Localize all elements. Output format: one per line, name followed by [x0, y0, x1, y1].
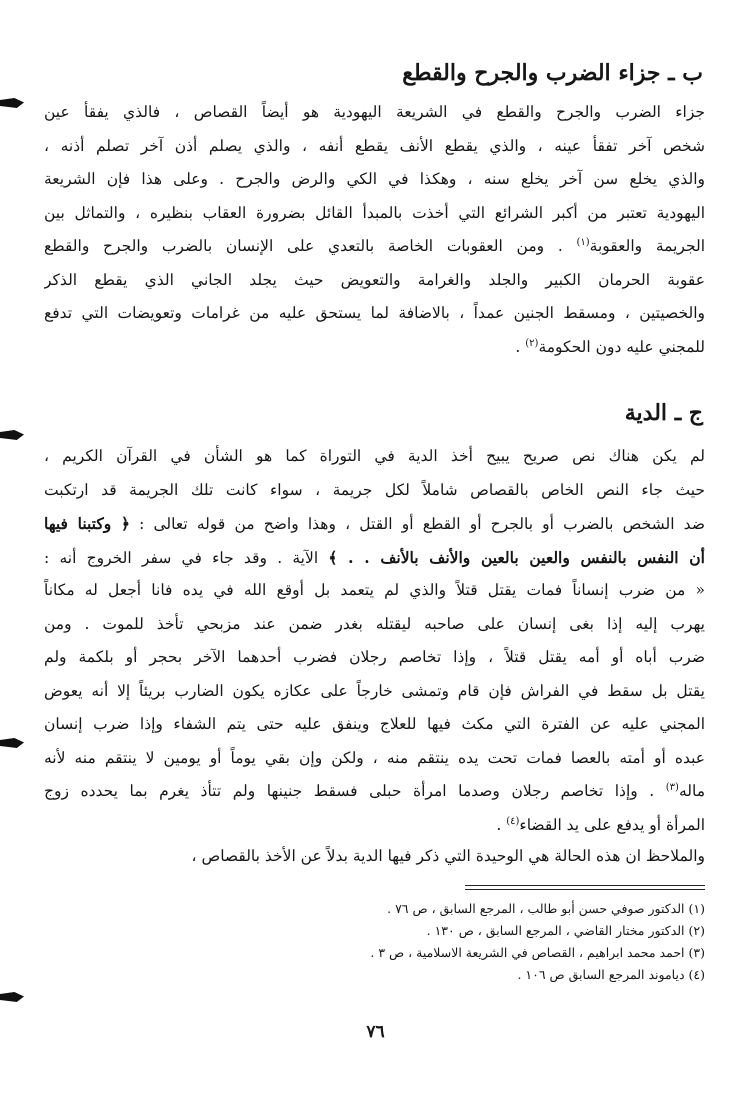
text-line: والذي يخلع سن آخر يخلع سنه ، وهكذا في الكي والرض والجرح . وعلى هذا فإن الشريعة: [44, 170, 705, 188]
margin-mark: [0, 430, 24, 440]
text-fragment: الجريمة والعقوبة: [589, 237, 705, 255]
text-line: [44, 331, 705, 365]
text-line: [44, 541, 705, 575]
footnote-separator: [465, 889, 705, 890]
text-line: جزاء الضرب والجرح والقطع في الشريعة اليهودية هو أيضاً القصاص ، فالذي يفقأ عين: [44, 103, 705, 121]
text-line: شخص آخر تفقأ عينه ، والذي يقطع الأنف يقطع أنفه ، والذي يصلم أذن آخر تصلم أذنه ،: [44, 136, 705, 155]
text-line: [44, 809, 705, 843]
section-b-paragraph: [44, 96, 705, 364]
section-heading-b: ب ـ جزاء الضرب والجرح والقطع: [402, 60, 703, 86]
text-fragment: .: [515, 337, 526, 356]
text-line: عبده أو أمته بالعصا فمات تحت يده ينتقم منه ، ولكن وإن بقي يوماً أو يومين لا ينتقم منه لأنه: [44, 748, 705, 767]
text-line: لم يكن هناك نص صريح يبيح أخذ الدية في التوراة كما هو الشأن في القرآن الكريم ،: [44, 447, 705, 465]
footnote-ref: (٢): [525, 337, 539, 349]
text-line: « من ضرب إنساناً فمات يقتل قتلاً والذي لم يتعمد بل أوقع الله في يده فانا أجعل له مكاناً: [44, 581, 705, 599]
text-line: اليهودية تعتبر من أكبر الشرائع التي أخذت بالمبدأ القائل بضرورة العقاب بنظيره ، والتماثل بين: [44, 203, 705, 222]
text-fragment: ماله: [678, 782, 705, 800]
footnote: (٢) الدكتور مختار القاضي ، المرجع السابق ، ص ١٣٠ .: [426, 923, 705, 938]
text-line: يقتل بل سقط في الفراش فإن قام وتمشى خارجاً على عكازه يكون الضارب بريئاً إلا أنه يعوض: [44, 681, 705, 700]
text-line: يهرب إليه إذا بغى إنسان على صاحبه ليقتله بغدر ضمن عند مزبحي تأخذ للموت . ومن: [44, 614, 705, 633]
quran-quote: أن النفس بالنفس والعين بالعين والأنف بالأنف . . ﴾: [328, 547, 705, 567]
closing-paragraph: [44, 840, 705, 874]
quran-quote: ﴿ وكتبنا فيها: [44, 514, 130, 533]
text-fragment: الآية . وقد جاء في سفر الخروج أنه :: [44, 548, 329, 567]
text-line: [44, 775, 705, 809]
footnote-ref: (٤): [506, 815, 520, 827]
section-heading-c: ج ـ الدية: [624, 400, 703, 426]
text-line: المجني عليه عن الفترة التي مكث فيها للعلاج وينفق عليه حتى يتم الشفاء وإذا ضرب إنسان: [44, 715, 705, 733]
footnote-ref: (١): [576, 236, 590, 248]
text-fragment: .: [496, 815, 507, 834]
text-line: ضرب أباه أو أمه يقتل قتلاً ، وإذا تخاصم رجلان فضرب أحدهما الآخر بحجر أو بلكمة ولم: [44, 648, 705, 666]
margin-mark: [0, 738, 24, 748]
text-fragment: المرأة أو يدفع على يد القضاء: [519, 815, 705, 834]
text-fragment: للمجني عليه دون الحكومة: [538, 337, 705, 356]
margin-mark: [0, 98, 24, 108]
footnotes: [145, 898, 705, 986]
text-fragment: . ومن العقوبات الخاصة بالتعدي على الإنسان بالضرب والجرح والقطع: [44, 237, 563, 255]
page-number: ٧٦: [366, 1022, 385, 1042]
footnote: (٣) احمد محمد ابراهيم ، القصاص في الشريعة الاسلامية ، ص ٣ .: [370, 945, 705, 960]
text-line: حيث جاء النص الخاص بالقصاص شاملاً لكل جريمة ، سواء كانت تلك الجريمة قد ارتكبت: [44, 480, 705, 499]
text-line: [44, 507, 705, 541]
text-line: والخصيتين ، ومسقط الجنين عمداً ، بالاضافة لما يستحق عليه من غرامات وتعويضات التي تدفع: [44, 304, 705, 322]
footnote: (٤) دياموند المرجع السابق ص ١٠٦ .: [517, 967, 705, 982]
text-line: عقوبة الحرمان الكبير والجلد والغرامة والتعويض حيث يجلد الجاني الذي يقطع الذكر: [44, 270, 705, 289]
section-c-paragraph: [44, 440, 705, 842]
footnote-ref: (٣): [665, 781, 679, 793]
text-line: [44, 230, 705, 264]
footnote: (١) الدكتور صوفي حسن أبو طالب ، المرجع السابق ، ص ٧٦ .: [387, 901, 705, 916]
text-fragment: ضد الشخص بالضرب أو بالجرح أو القطع أو القتل ، وهذا واضح من قوله تعالى :: [139, 515, 705, 533]
text-fragment: . وإذا تخاصم رجلان وصدما امرأة حبلى فسقط جنينها ولم تتأذ يغرم بما يحدده زوج: [44, 782, 666, 800]
text-line: والملاحظ ان هذه الحالة هي الوحيدة التي ذكر فيها الدية بدلاً عن الأخذ بالقصاص ،: [191, 847, 705, 865]
margin-mark: [0, 992, 24, 1002]
footnote-separator: [465, 885, 705, 886]
